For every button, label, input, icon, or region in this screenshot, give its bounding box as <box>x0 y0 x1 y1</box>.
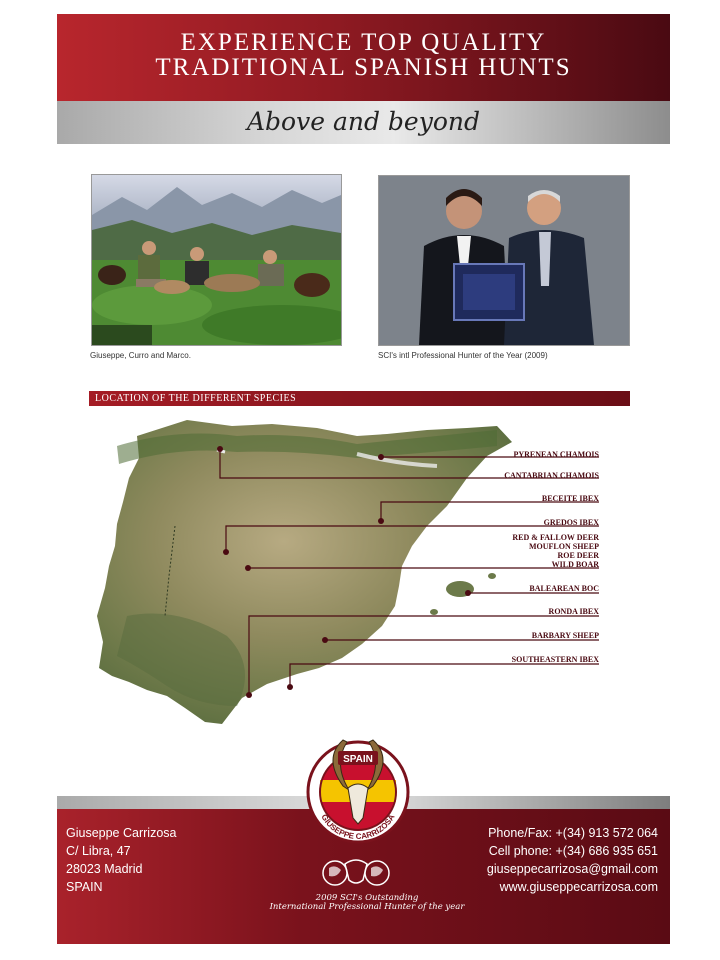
photo-award-illustration <box>379 176 629 345</box>
address-street: C/ Libra, 47 <box>66 844 131 858</box>
species-label: RONDA IBEX <box>548 607 599 616</box>
address-city: 28023 Madrid <box>66 862 143 876</box>
header-banner <box>57 14 670 101</box>
species-label: ROE DEER <box>557 551 599 560</box>
photo-hunters-illustration <box>92 175 341 345</box>
award-line-1: 2009 SCI's Outstanding <box>315 893 419 903</box>
cell-phone: Cell phone: +(34) 686 935 651 <box>488 844 658 858</box>
species-label: WILD BOAR <box>551 560 599 569</box>
address-name: Giuseppe Carrizosa <box>66 826 177 840</box>
award-text <box>262 894 472 912</box>
award-line-2: International Professional Hunter of the year <box>269 902 465 912</box>
species-label: PYRENEAN CHAMOIS <box>513 450 599 459</box>
species-label: BALEAREAN BOC <box>529 584 599 593</box>
brochure-page <box>57 14 670 944</box>
photo-hunters-meadow <box>91 174 342 346</box>
species-label: BECEITE IBEX <box>541 494 599 503</box>
species-label: BARBARY SHEEP <box>531 631 599 640</box>
photo-award-presentation <box>378 175 630 346</box>
email-link[interactable]: giuseppecarrizosa@gmail.com <box>486 862 658 876</box>
species-label: MOUFLON SHEEP <box>528 542 599 551</box>
caption-photo-2: SCI's intl Professional Hunter of the Year (2009) <box>378 351 548 360</box>
location-heading-bar <box>89 391 630 406</box>
emblem-spain-text: SPAIN <box>343 754 373 765</box>
spain-ibex-emblem <box>303 728 413 848</box>
tagline: Above and beyond <box>246 107 480 136</box>
postal-address <box>66 824 176 896</box>
website-link[interactable]: www.giuseppecarrizosa.com <box>499 880 658 894</box>
species-label: RED & FALLOW DEER <box>512 533 599 542</box>
species-label: GREDOS IBEX <box>543 518 599 527</box>
location-heading: LOCATION OF THE DIFFERENT SPECIES <box>95 393 297 404</box>
headline-line-1: EXPERIENCE TOP QUALITY <box>180 29 547 56</box>
tagline-band <box>57 101 670 144</box>
headline-line-2: TRADITIONAL SPANISH HUNTS <box>155 54 572 81</box>
contact-details <box>487 824 658 896</box>
emblem-ring-text: GIUSEPPE CARRIZOSA <box>319 812 397 842</box>
species-label: CANTABRIAN CHAMOIS <box>504 471 599 480</box>
species-label: SOUTHEASTERN IBEX <box>511 655 599 664</box>
address-country: SPAIN <box>66 880 103 894</box>
caption-photo-1: Giuseppe, Curro and Marco. <box>90 351 191 360</box>
phone-fax: Phone/Fax: +(34) 913 572 064 <box>488 826 658 840</box>
sci-award-logo <box>321 858 391 888</box>
